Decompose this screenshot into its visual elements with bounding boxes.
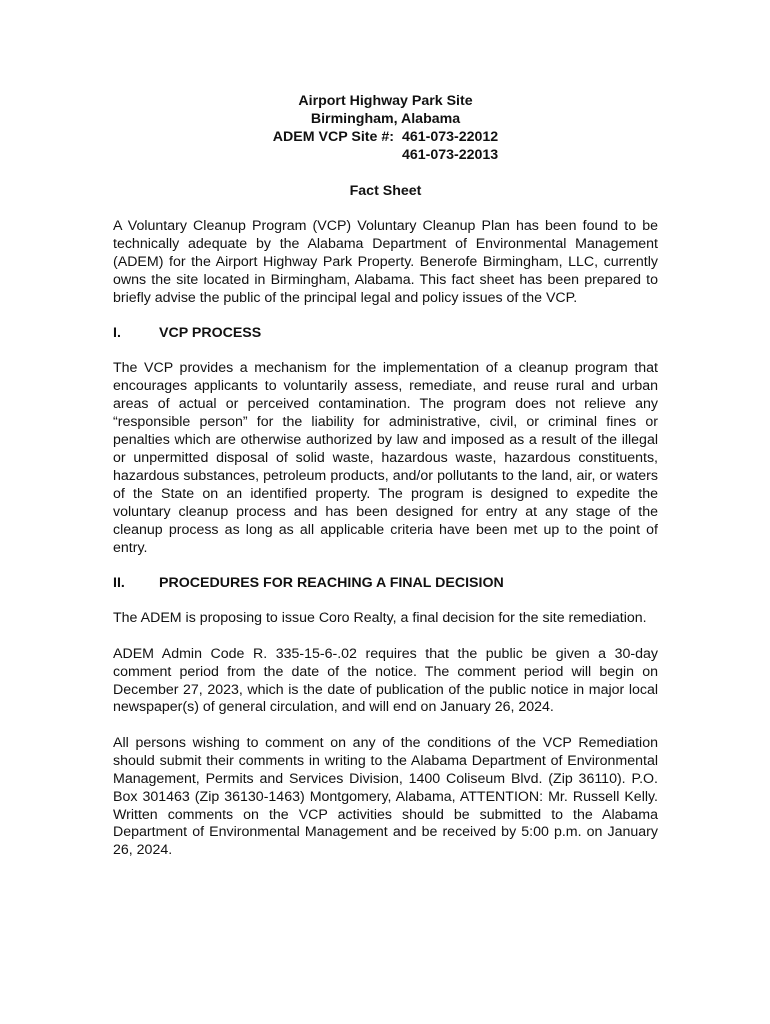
section-title-2: PROCEDURES FOR REACHING A FINAL DECISION [159,574,504,591]
site-name: Airport Highway Park Site [298,93,473,109]
section-2-paragraph-1: The ADEM is proposing to issue Coro Realty, a final decision for the site remediation. [113,610,647,627]
document-header [113,93,658,165]
site-number-label: ADEM VCP Site #: [272,128,394,145]
section-heading-1 [113,325,658,343]
site-location: Birmingham, Alabama [310,110,461,127]
site-number-2: 461-073-22013 [401,146,499,163]
section-2-paragraph-2: ADEM Admin Code R. 335-15-6-.02 requires that the public be given a 30-day comment period from the date of the notice. The comment period will begin on December 27, 2023, which is the date of publication of the public notice in major local newspaper(s) of general circulation, and will end on January 26, 2024. [113,645,658,716]
site-number-1: 461-073-22012 [401,128,499,145]
site-number-list [402,129,498,165]
intro-paragraph: A Voluntary Cleanup Program (VCP) Voluntary Cleanup Plan has been found to be technically adequate by the Alabama Department of Environmental Management (ADEM) for the Airport Highway Park Property. Benerofe Birmingham, LLC, currently owns the site located in Birmingham, Alabama. This fact sheet has been prepared to briefly advise the public of the principal legal and policy issues of the VCP. [113,218,658,306]
section-2-paragraph-3: All persons wishing to comment on any of the conditions of the VCP Remediation should submit their comments in writing to the Alabama Department of Environmental Management, Permits and Services Division, 1400 Coliseum Blvd. (Zip 36110). P.O. Box 301463 (Zip 36130-1463) Montgomery, Alabama, ATTENTION: Mr. Russell Kelly. Written comments on the VCP activities should be submitted to the Alabama Department of Environmental Management and be received by 5:00 p.m. on January 26, 2024. [113,734,658,859]
section-number-1: I. [113,325,121,342]
site-number-row [113,129,658,165]
page-title: Fact Sheet [349,182,422,199]
section-heading-2 [113,575,658,593]
section-1-paragraph-1: The VCP provides a mechanism for the implementation of a cleanup program that encourages applicants to voluntarily assess, remediate, and reuse rural and urban areas of actual or perceived contamination. The program does not relieve any “responsible person” for the liability for administrative, civil, or criminal fines or penalties which are otherwise authorized by law and imposed as a result of the illegal or unpermitted disposal of solid waste, hazardous waste, hazardous constituents, hazardous substances, petroleum products, and/or pollutants to the land, air, or waters of the State on an identified property. The program is designed to expedite the voluntary cleanup process and has been designed for entry at any stage of the cleanup process as long as all applicable criteria have been met up to the point of entry. [113,360,658,556]
section-title-1: VCP PROCESS [159,325,262,342]
section-number-2: II. [113,574,125,591]
document-page [113,93,658,860]
